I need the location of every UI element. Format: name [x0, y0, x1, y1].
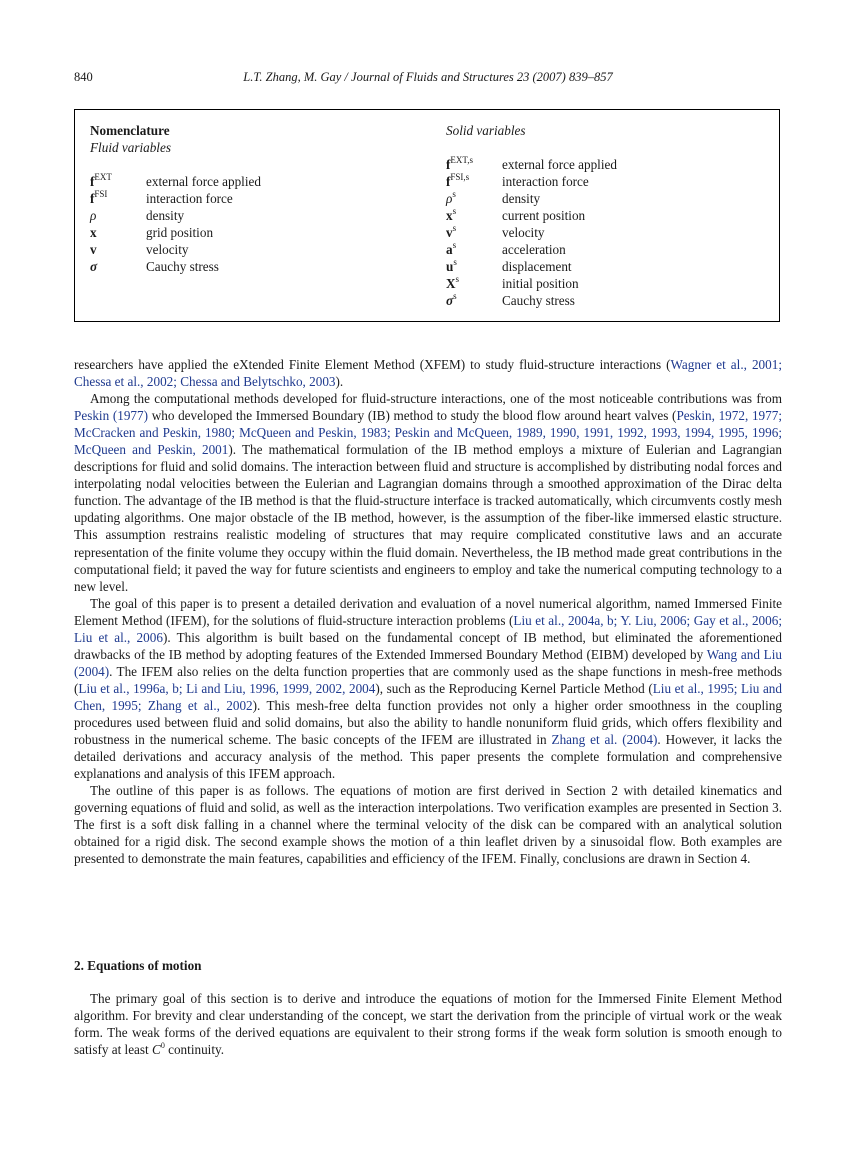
nomenclature-description: density [502, 191, 541, 206]
nomenclature-symbol: v [90, 242, 97, 257]
nomenclature-row [446, 275, 776, 292]
nomenclature-description: acceleration [502, 242, 566, 257]
citation-link[interactable]: Zhang et al. (2004) [551, 732, 658, 748]
page-number: 840 [74, 70, 93, 84]
nomenclature-fluid-column [90, 122, 420, 275]
text-segment: researchers have applied the eXtended Finite Element Method (XFEM) to study fluid-structure interactions ( [74, 357, 671, 372]
paragraph [74, 356, 782, 390]
nomenclature-row [446, 241, 776, 258]
citation-link[interactable]: Peskin (1977) [74, 408, 149, 424]
text-segment: ), such as the Reproducing Kernel Particle Method ( [375, 680, 653, 696]
citation-link[interactable]: Liu et al., 2004a, b; Y. Liu, 2006; Gay et al., 2006; Liu et al., 2006 [74, 612, 783, 645]
citation-link[interactable]: Liu et al., 1995; Liu and Chen, 1995; Zhang et al., 2002 [74, 680, 782, 713]
nomenclature-description: velocity [146, 242, 189, 257]
nomenclature-row [446, 258, 776, 275]
nomenclature-description: initial position [502, 276, 579, 291]
fluid-variables-title: Fluid variables [90, 140, 171, 155]
nomenclature-row [446, 292, 776, 309]
text-segment: The goal of this paper is to present a detailed derivation and evaluation of a novel numerical algorithm, named Immersed Finite Element Method (IFEM), for the solutions of fluid-structure interaction problems ( [74, 595, 782, 628]
citation-link[interactable]: Wang and Liu (2004) [74, 646, 782, 679]
nomenclature-box [74, 109, 780, 322]
nomenclature-symbol: $f^{FSI,s}$ [446, 172, 470, 189]
nomenclature-row [90, 258, 420, 275]
nomenclature-symbol: ρ [90, 208, 97, 223]
citation-link[interactable]: Liu et al., 1996a, b; Li and Liu, 1996, 1999, 2002, 2004 [78, 680, 376, 696]
nomenclature-row [90, 173, 420, 190]
nomenclature-row [446, 190, 776, 207]
nomenclature-row [446, 224, 776, 241]
citation-link[interactable]: Wagner et al., 2001; Chessa et al., 2002; Chessa and Belytschko, 2003 [74, 357, 782, 390]
nomenclature-symbol: $u^s$ [446, 257, 457, 274]
nomenclature-description: interaction force [146, 191, 233, 206]
nomenclature-row [90, 241, 420, 258]
nomenclature-description: interaction force [502, 174, 589, 189]
section-heading: 2. Equations of motion [74, 958, 202, 973]
nomenclature-symbol: $\rho^s$ [446, 189, 456, 206]
nomenclature-description: current position [502, 208, 586, 223]
text-segment: ). The mathematical formulation of the IB method employs a mixture of Eulerian and Lagrangian descriptions for fluid and solid domains. The interaction between fluid and structure is accomplished by distributing nodal forces and interpolating nodal velocities between the Eulerian and Lagrangian domains through a smoothed approximation of the Dirac delta function. The advantage of the IB method is that the fluid-structure interface is tracked automatically, which circumvents costly mesh updating algorithms. One major obstacle of the IB method, however, is the assumption of the fiber-like immersed elastic structure. This assumption restrains realistic modeling of structures that may require complicated constitutive laws and an accurate representation of the finite volume they occupy within the fluid domain. Nevertheless, the IB method made great contributions in the computational field; it paved the way for future scientists and engineers to employ and take the numerical computing technology to a new level. [74, 442, 782, 594]
nomenclature-description: grid position [146, 225, 214, 240]
nomenclature-row [90, 190, 420, 207]
body-text [74, 356, 782, 867]
page-header [74, 70, 782, 90]
nomenclature-symbol: $x^s$ [446, 206, 457, 223]
paragraph: The primary goal of this section is to derive and introduce the equations of motion for the Immersed Finite Element Method algorithm. For brevity and clear understanding of the concept, we start the derivation from the principle of virtual work or the weak form. The weak forms of the derived equations are equivalent to their strong forms if the weak form solution is smooth enough to satisfy at least $C^0$ continuity. [74, 991, 782, 1058]
nomenclature-symbol: $a^s$ [446, 240, 457, 257]
nomenclature-symbol: $f^{EXT,s}$ [446, 155, 473, 172]
nomenclature-row [446, 156, 776, 173]
nomenclature-description: external force applied [502, 157, 617, 172]
nomenclature-symbol: $X^s$ [446, 274, 460, 291]
solid-variables-title: Solid variables [446, 123, 526, 138]
c0-continuity: $C^0$ [152, 1041, 165, 1058]
nomenclature-description: Cauchy stress [146, 259, 219, 274]
nomenclature-symbol: σ [90, 259, 98, 274]
paragraph [74, 390, 782, 595]
nomenclature-symbol: $f^{FSI}$ [90, 189, 108, 206]
nomenclature-description: Cauchy stress [502, 293, 575, 308]
nomenclature-symbol: $f^{EXT}$ [90, 172, 112, 189]
nomenclature-description: displacement [502, 259, 572, 274]
text-segment: who developed the Immersed Boundary (IB) method to study the blood flow around heart valves ( [148, 408, 677, 424]
nomenclature-row [446, 173, 776, 190]
nomenclature-row [90, 224, 420, 241]
text-segment: ). This mesh-free delta function provides not only a higher order smoothness in the coupling procedures used between fluid and solid domains, but also the ability to handle nonuniform fluid grids, which offers flexibility and robustness in the numerical scheme. The basic concepts of the IFEM are illustrated in [74, 697, 782, 748]
paragraph [74, 782, 782, 867]
nomenclature-symbol: $v^s$ [446, 223, 457, 240]
running-head: L.T. Zhang, M. Gay / Journal of Fluids and Structures 23 (2007) 839–857 [243, 70, 613, 84]
citation-link[interactable]: Peskin, 1972, 1977; McCracken and Peskin, 1980; McQueen and Peskin, 1983; Peskin and McQueen, 1989, 1990, 1991, 1992, 1993, 1994, 1995, 1996; McQueen and Peskin, 2001 [74, 408, 782, 458]
text-segment: ). [335, 374, 344, 390]
nomenclature-solid-column [446, 122, 776, 309]
paragraph [74, 595, 782, 783]
nomenclature-row [90, 207, 420, 224]
nomenclature-description: velocity [502, 225, 545, 240]
section-text [74, 990, 782, 1058]
text-segment: . The IFEM also relies on the delta function properties that are commonly used as the shape functions in mesh-free methods ( [74, 663, 782, 696]
text-segment: . However, it lacks the detailed derivations and accuracy analysis of the method. This paper presents the complete formulation and comprehensive explanations and analysis of this IFEM approach. [74, 732, 782, 782]
nomenclature-symbol: $\sigma^s$ [446, 291, 457, 308]
nomenclature-row [446, 207, 776, 224]
text-segment: Among the computational methods developed for fluid-structure interactions, one of the most noticeable contributions was from [90, 391, 782, 407]
text-segment: ). This algorithm is built based on the fundamental concept of IB method, but eliminated the aforementioned drawbacks of the IB method by adopting features of the Extended Immersed Boundary Method (EIBM) developed by [74, 629, 782, 662]
nomenclature-description: external force applied [146, 174, 261, 189]
nomenclature-title: Nomenclature [90, 123, 170, 138]
nomenclature-symbol: x [90, 225, 97, 240]
nomenclature-description: density [146, 208, 185, 223]
text-segment: The outline of this paper is as follows. The equations of motion are first derived in Section 2 with detailed kinematics and governing equations of fluid and solid, as well as the interaction interpolations. Two verification examples are presented in Section 3. The first is a soft disk falling in a channel where the terminal velocity of the disk can be compared with an analytical solution obtained for a rigid disk. The second example shows the motion of a thin leaflet driven by a sinusoidal flow. Both examples are presented to demonstrate the main features, capabilities and efficiency of the IFEM. Finally, conclusions are drawn in Section 4. [74, 783, 782, 867]
